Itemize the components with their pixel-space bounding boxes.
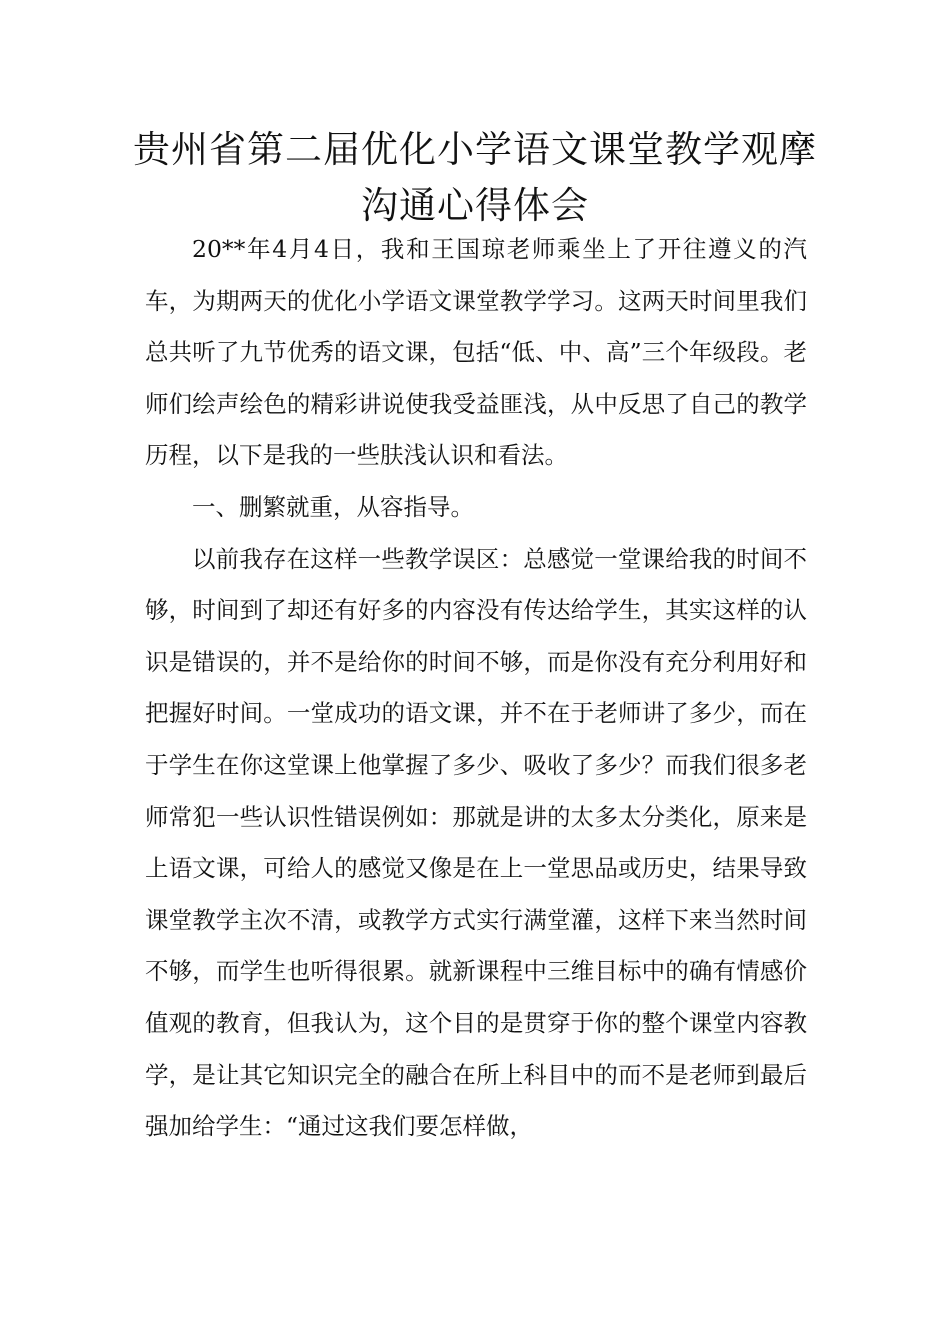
paragraph-section-1: 以前我存在这样一些教学误区：总感觉一堂课给我的时间不够，时间到了却还有好多的内容没有传达给学生，其实这样的认识是错误的，并不是给你的时间不够，而是你没有充分利用好和把握好时间。一堂成功的语文课，并不在于老师讲了多少，而在于学生在你这堂课上他掌握了多少、吸收了多少？而我们很多老师常犯一些认识性错误例如：那就是讲的太多太分类化，原来是上语文课，可给人的感觉又像是在上一堂思品或历史，结果导致课堂教学主次不清，或教学方式实行满堂灌，这样下来当然时间不够，而学生也听得很累。就新课程中三维目标中的确有情感价值观的教育，但我认为，这个目的是贯穿于你的整个课堂内容教学，是让其它知识完全的融合在所上科目中的而不是老师到最后强加给学生：“通过这我们要怎样做， (145, 544, 807, 1141)
title-line-1: 贵州省第二届优化小学语文课堂教学观摩 (133, 128, 817, 171)
document-body (145, 224, 807, 1153)
title-line-2: 沟通心得体会 (361, 184, 589, 227)
document-title (120, 122, 830, 234)
section-heading-1: 一、删繁就重，从容指导。 (192, 492, 474, 521)
paragraph-intro: 20**年4月4日，我和王国琼老师乘坐上了开往遵义的汽车，为期两天的优化小学语文课堂教学学习。这两天时间里我们总共听了九节优秀的语文课，包括“低、中、高”三个年级段。老师们绘声绘色的精彩讲说使我受益匪浅，从中反思了自己的教学历程，以下是我的一些肤浅认识和看法。 (145, 235, 807, 470)
